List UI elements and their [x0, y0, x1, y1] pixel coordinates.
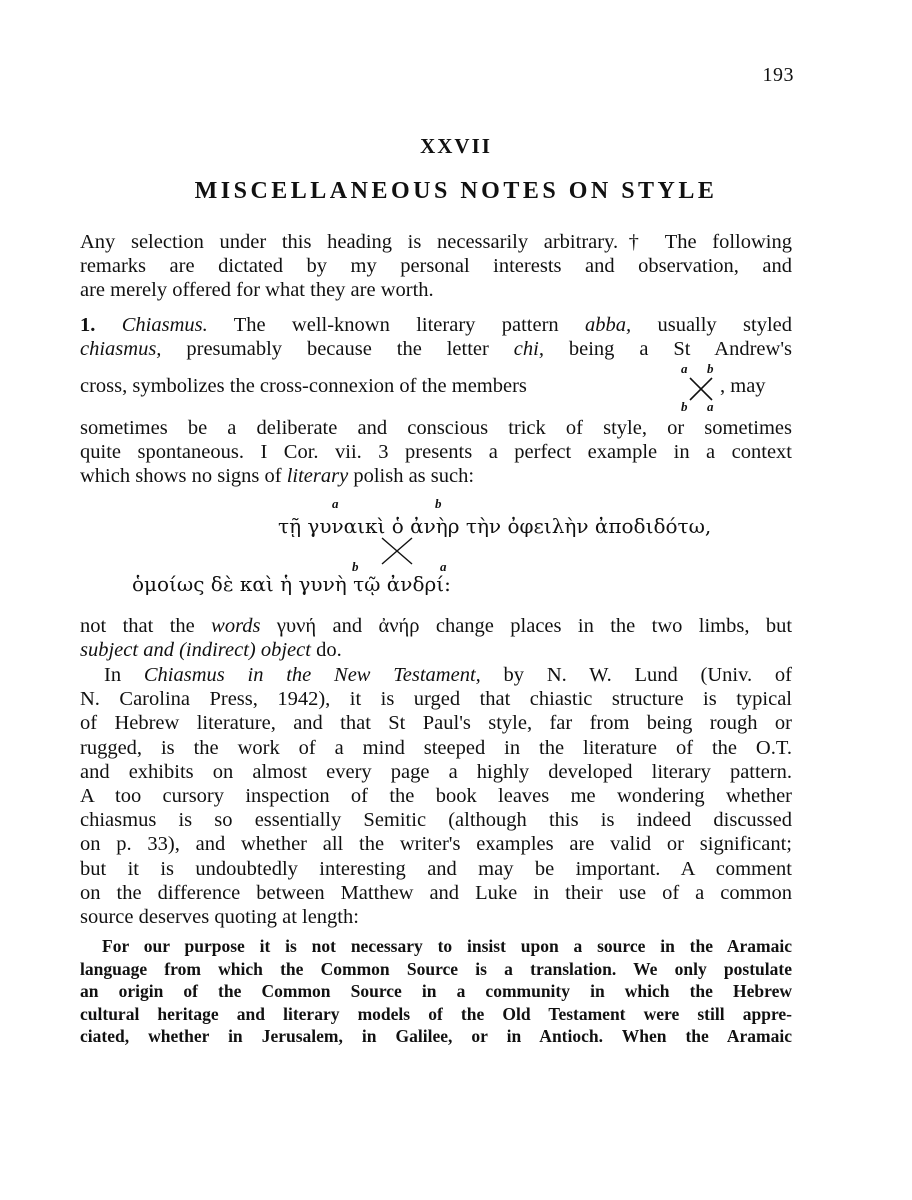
text-span: cross, symbolizes the cross-connexion of the members: [80, 375, 527, 397]
intro-line: are merely offered for what they are worth.: [80, 279, 434, 302]
cross-letter-b: b: [681, 399, 688, 414]
greek-letter-a: a: [440, 559, 447, 574]
intro-line: remarks are dictated by my personal interests and observation, and: [80, 255, 792, 278]
term-indirect: (indirect): [179, 639, 256, 662]
chiasmus-paragraph-cont: [80, 416, 792, 489]
text-span: , may: [720, 375, 766, 397]
term-literary: literary: [286, 465, 349, 488]
text-span: do.: [316, 639, 342, 662]
greek-word: γυνή: [276, 615, 317, 637]
chapter-number: XXVII: [420, 134, 492, 158]
text-line: quite spontaneous. I Cor. vii. 3 presents a perfect example in a context: [80, 441, 792, 464]
text-line: source deserves quoting at length:: [80, 906, 359, 929]
text-span: usually styled: [657, 314, 792, 336]
term-object: object: [260, 639, 311, 662]
intro-paragraph: [80, 230, 792, 303]
text-span: being a St Andrew's: [568, 338, 792, 361]
quote-line: language from which the Common Source is a translation. We only postulate: [80, 958, 792, 979]
text-line: [80, 313, 792, 337]
text-line: and exhibits on almost every page a highly developed literary pattern.: [80, 760, 792, 783]
greek-cross-icon: [380, 536, 414, 566]
term-chi: chi,: [513, 338, 544, 361]
text-line: N. Carolina Press, 1942), it is urged that chiastic structure is typical: [80, 688, 792, 711]
text-line: [80, 614, 792, 638]
text-span: and: [332, 615, 363, 637]
chapter-title: MISCELLANEOUS NOTES ON STYLE: [194, 178, 718, 204]
text-span: not that the: [80, 615, 195, 637]
greek-letter-b: b: [352, 559, 359, 574]
section-heading: Chiasmus.: [121, 314, 208, 336]
cross-letter-a: a: [681, 361, 688, 376]
text-span: which shows no signs of: [80, 465, 282, 488]
text-line: on p. 33), and whether all the writer's examples are valid or significant;: [80, 833, 792, 856]
text-line: [80, 464, 792, 488]
text-span: change places in the two limbs, but: [435, 615, 793, 637]
intro-line: Any selection under this heading is necessarily arbitrary.† The following: [80, 231, 792, 253]
quote-line: ciated, whether in Jerusalem, in Galilee, or in Antioch. When the Aramaic: [80, 1026, 792, 1046]
greek-line-1: τῇ γυναικὶ ὁ ἀνὴρ τὴν ὀφειλὴν ἀποδιδότω,: [278, 514, 712, 538]
text-line: chiasmus is so essentially Semitic (although this is indeed discussed: [80, 809, 792, 832]
text-line: A too cursory inspection of the book leaves me wondering whether: [80, 785, 792, 808]
pattern-abba: abba,: [585, 314, 632, 336]
text-line: rugged, is the work of a mind steeped in the literature of the O.T.: [80, 736, 792, 759]
text-line: but it is undoubtedly interesting and may be important. A comment: [80, 857, 792, 880]
greek-line-2: ὁμοίως δὲ καὶ ἡ γυνὴ τῷ ἀνδρί:: [132, 572, 451, 596]
term-words: words: [211, 615, 261, 637]
text-line: [80, 638, 792, 662]
greek-letter-b: b: [435, 496, 442, 511]
term-chiasmus: chiasmus,: [80, 338, 162, 361]
text-line: sometimes be a deliberate and conscious trick of style, or sometimes: [80, 417, 792, 439]
term-subject: subject and: [80, 639, 174, 662]
cross-letter-a: a: [707, 399, 714, 414]
text-line: [80, 374, 685, 398]
lund-paragraph: [80, 663, 792, 929]
book-title: Chiasmus in the New Testament,: [143, 664, 481, 686]
text-line: [80, 337, 792, 361]
text-line: of Hebrew literature, and that St Paul's style, far from being rough or: [80, 712, 792, 735]
greek-word: ἀνήρ: [378, 615, 420, 637]
text-span: polish as such:: [353, 465, 475, 488]
cross-letter-b: b: [707, 361, 714, 376]
block-quote: [80, 935, 792, 1048]
text-line: on the difference between Matthew and Luke in their use of a common: [80, 881, 792, 904]
text-line: [80, 663, 792, 687]
chiasmus-cross-icon: [688, 376, 714, 402]
greek-letter-a: a: [332, 496, 339, 511]
text-span: by N. W. Lund (Univ. of: [503, 664, 793, 686]
text-span: The well-known literary pattern: [233, 314, 559, 336]
page-number: 193: [762, 64, 794, 86]
text-line-end: [720, 374, 800, 398]
quote-line: For our purpose it is not necessary to insist upon a source in the Aramaic: [102, 936, 792, 956]
explanation-paragraph: [80, 614, 792, 662]
text-span: presumably because the letter: [186, 338, 489, 361]
quote-line: an origin of the Common Source in a community in which the Hebrew: [80, 981, 792, 1001]
text-span: In: [104, 664, 122, 686]
chiasmus-paragraph: [80, 313, 792, 361]
section-number: 1.: [80, 314, 96, 336]
quote-line: cultural heritage and literary models of the Old Testament were still appre-: [80, 1003, 792, 1024]
